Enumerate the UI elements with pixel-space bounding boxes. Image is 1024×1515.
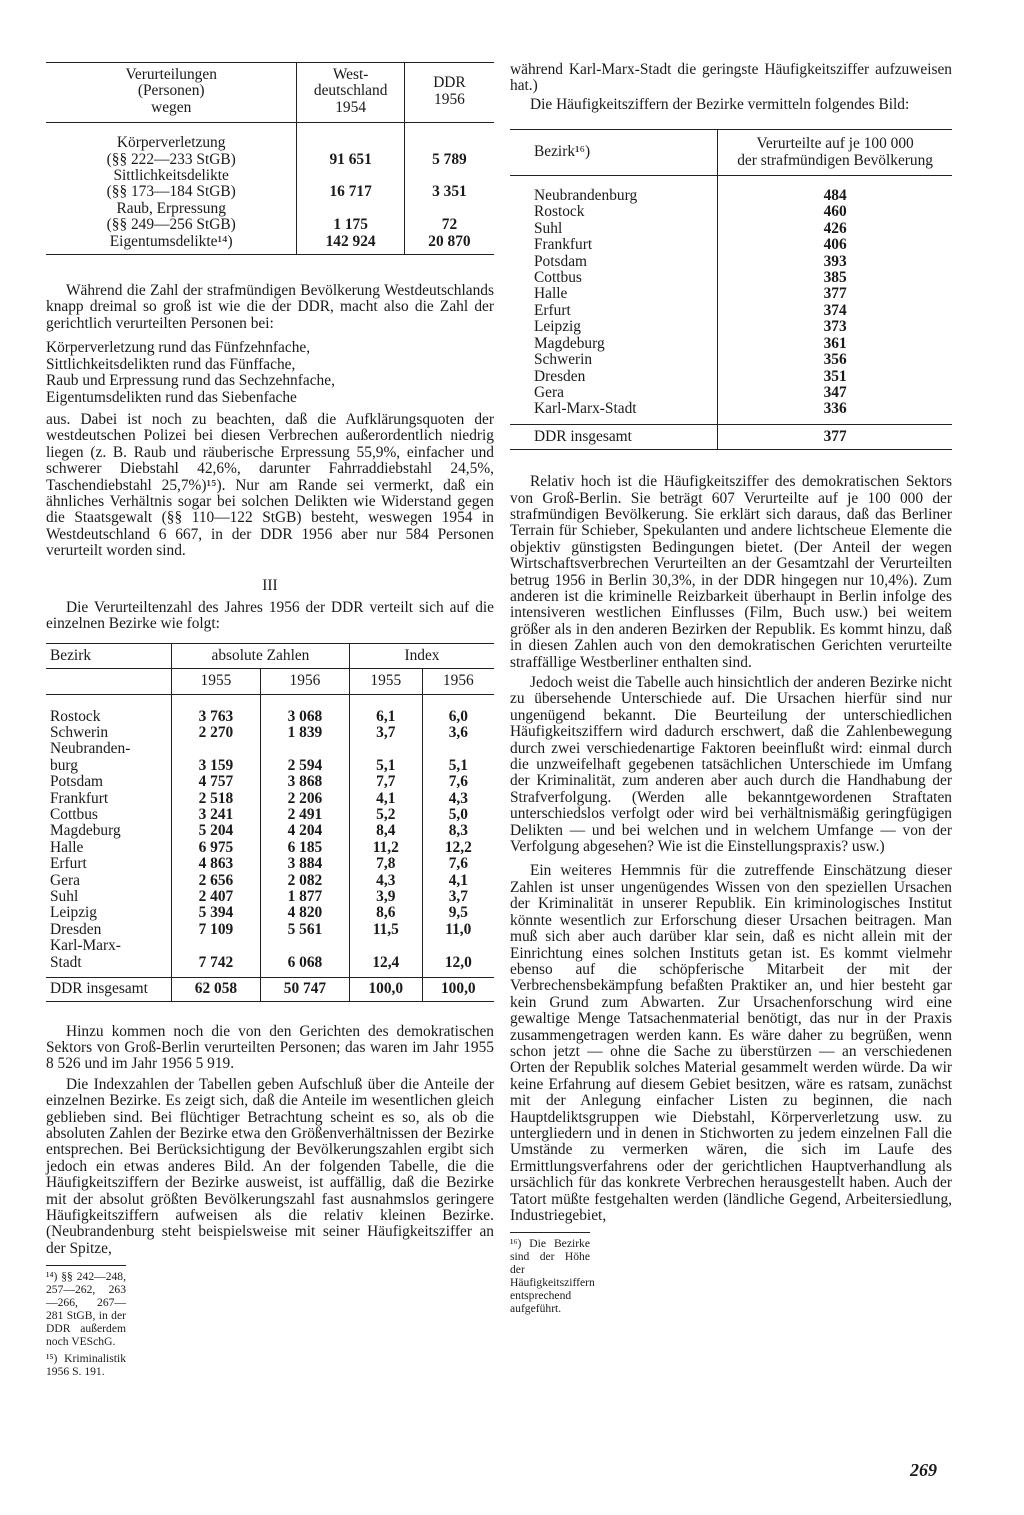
index-1955: 12,4 bbox=[349, 938, 422, 977]
total-abs-1955: 62 058 bbox=[171, 978, 260, 1001]
abs-1956: 4 820 bbox=[260, 905, 349, 921]
index-1956: 5,1 bbox=[422, 741, 494, 774]
abs-1956: 2 206 bbox=[260, 791, 349, 807]
table-row bbox=[46, 856, 494, 872]
table-row bbox=[46, 123, 494, 168]
district-name: Karl-Marx-Stadt bbox=[534, 400, 637, 418]
total-frequency-value: 377 bbox=[718, 424, 952, 449]
district-name: Neubranden- burg bbox=[50, 740, 131, 774]
table-row bbox=[510, 352, 952, 368]
table-row bbox=[510, 254, 952, 270]
abs-1955: 3 241 bbox=[171, 807, 260, 823]
paragraph: Relativ hoch ist die Häufigkeitsziffer des demokratischen Sektors von Groß-Berlin. Sie beträgt 607 Verurteilte auf je 100 000 der strafmündigen Bevölkerung. Sie erklärt sich daraus, daß das Berliner Terrain für Schieber, Spekulanten und andere lichtscheue Elemente die objektiv günstigsten Bedingungen bietet. (Der Anteil der wegen Wirtschaftsverbrechen Verurteilten an der Gesamtzahl der Verurteilten betrug 1956 in Berlin 30,3%, in der DDR hingegen nur 10,4%). Zum anderen ist die kriminelle Reizbarkeit überhaupt in Berlin infolge des intensiveren westlichen Einflusses (Film, Buch usw.) bei weitem größer als in den anderen Bezirken der Republik. Es kommt hinzu, daß in diesen Zahlen auch von den demokratischen Gerichten verurteilte straffällige Westberliner enthalten sind. bbox=[510, 473, 952, 671]
footnote-15: ¹⁵) Kriminalistik 1956 S. 191. bbox=[46, 1352, 126, 1379]
frequency-table bbox=[510, 129, 952, 450]
abs-1956: 2 491 bbox=[260, 807, 349, 823]
table-row bbox=[510, 336, 952, 352]
frequency-value: 347 bbox=[718, 385, 952, 401]
right-column bbox=[510, 62, 952, 1315]
index-1956: 5,0 bbox=[422, 807, 494, 823]
district-name: Cottbus bbox=[50, 806, 98, 824]
district-name: Dresden bbox=[534, 367, 586, 385]
header-bezirk: Bezirk¹⁶) bbox=[534, 143, 591, 161]
district-name: Neubrandenburg bbox=[534, 187, 638, 205]
index-1955: 7,7 bbox=[349, 774, 422, 790]
district-name: Suhl bbox=[534, 219, 563, 237]
paragraph: Die Indexzahlen der Tabellen geben Aufschluß über die Anteile der einzelnen Bezirke. Es zeigt sich, daß die Anteile im wesentlichen gleich geblieben sind. Bei flüchtiger Betrachtung scheint es so, als ob die absoluten Zahlen der Bezirke etwa den Größenverhältnissen der Bezirke entsprechen. Bei Berücksichtigung der Bevölkerungszahlen ergibt sich jedoch ein etwas anderes Bild. An der folgenden Tabelle, die die Häufigkeitsziffern der Bezirke ausweist, ist auffällig, daß die Bezirke mit der absolut größten Bevölkerungszahl fast ausnahmslos geringere Häufigkeitsziffern aufweisen als die relativ kleinen Bezirke. (Neubrandenburg steht beispielsweise mit seiner Häufigkeitsziffer an der Spitze, bbox=[46, 1075, 494, 1257]
table-row bbox=[510, 286, 952, 302]
abs-1955: 5 204 bbox=[171, 823, 260, 839]
district-name: Halle bbox=[534, 285, 568, 303]
paragraph: Ein weiteres Hemmnis für die zutreffende Einschätzung dieser Zahlen ist unser ungenügendes Wissen von den speziellen Ursachen der Kriminalität in unserer Republik. Ein kriminologisches Institut könnte wesentlich zur Erforschung dieser Ursachen beitragen. Man muß sich aber auch darüber klar sein, daß es nicht allein mit der Einrichtung eines solchen Instituts getan ist. Es kommt vielmehr ebenso auf die schöpferische Mitarbeit der mit der Verbrechensbekämpfung befaßten Praktiker an, und hier besteht gar kein Grund zum Abwarten. Zur Ursachenforschung wird eine gewaltige Menge Tatsachenmaterial benötigt, das nur in der Praxis zusammengetragen werden kann. Es wäre daher zu begrüßen, wenn schon jetzt — ohne die Sache zu überstürzen — an verschiedenen Orten der Republik solches Material gesammelt werden würde. Da wir keine Erfahrung auf diesem Gebiet besitzen, wäre es ratsam, zunächst mit der Anlegung einfacher Listen zu beginnen, die nach Hauptdeliktsgruppen wie Diebstahl, Körperverletzung usw. zu untergliedern und in denen in Stichworten zu jedem einzelnen Fall die Umstände zu vermerken wären, die sich im Laufe des Ermittlungsverfahrens oder der gerichtlichen Hauptverhandlung als ursächlich für das konkrete Verbrechen herausgestellt haben. Auch der Tatort müßte festgehalten werden (ländliche Gegend, Arbeitersiedlung, Industriegebiet, bbox=[510, 862, 952, 1224]
district-name: Erfurt bbox=[534, 301, 571, 319]
footnote-14: ¹⁴) §§ 242—248, 257—262, 263—266, 267—281 StGB, in der DDR außerdem noch VESchG. bbox=[46, 1270, 126, 1349]
index-1956: 11,0 bbox=[422, 922, 494, 938]
year-label: 1955 bbox=[171, 669, 260, 694]
year-label: 1955 bbox=[349, 669, 422, 694]
frequency-value: 336 bbox=[718, 401, 952, 424]
index-1956: 4,1 bbox=[422, 873, 494, 889]
header-index: Index bbox=[349, 643, 494, 668]
table-row bbox=[46, 774, 494, 790]
index-1955: 4,3 bbox=[349, 873, 422, 889]
header-absolute: absolute Zahlen bbox=[171, 643, 349, 668]
index-1955: 4,1 bbox=[349, 791, 422, 807]
table-row bbox=[510, 303, 952, 319]
abs-1955: 4 757 bbox=[171, 774, 260, 790]
table-row bbox=[46, 823, 494, 839]
district-name: Gera bbox=[534, 383, 564, 401]
table-row bbox=[46, 201, 494, 234]
page-number: 269 bbox=[910, 1460, 937, 1480]
table-row bbox=[510, 176, 952, 205]
district-name: Magdeburg bbox=[534, 334, 605, 352]
total-row bbox=[46, 978, 494, 1001]
table-row bbox=[510, 237, 952, 253]
ddr-value: 5 789 bbox=[404, 123, 494, 168]
offense-label: Raub, Erpressung (§§ 249—256 StGB) bbox=[106, 199, 236, 234]
frequency-value: 484 bbox=[718, 176, 952, 205]
table-row bbox=[510, 369, 952, 385]
abs-1955: 7 109 bbox=[171, 922, 260, 938]
offense-ratio-list: Körperverletzung rund das Fünfzehnfache, Sittlichkeitsdelikten rund das Fünffache, Raub und Erpressung rund das Sechzehnfache, Eigentumsdelikten rund das Siebenfache bbox=[46, 339, 335, 406]
ddr-value: 20 870 bbox=[404, 234, 494, 255]
comparison-table bbox=[46, 62, 494, 255]
ddr-value: 3 351 bbox=[404, 168, 494, 201]
table-row bbox=[46, 905, 494, 921]
district-table-header bbox=[46, 643, 494, 668]
index-1955: 7,8 bbox=[349, 856, 422, 872]
header-convicted-per-100000: Verurteilte auf je 100 000 der strafmündigen Bevölkerung bbox=[718, 130, 952, 176]
abs-1955: 6 975 bbox=[171, 840, 260, 856]
abs-1955: 2 270 bbox=[171, 725, 260, 741]
abs-1956: 2 594 bbox=[260, 741, 349, 774]
frequency-value: 351 bbox=[718, 369, 952, 385]
district-name: Schwerin bbox=[50, 724, 109, 741]
frequency-value: 361 bbox=[718, 336, 952, 352]
district-name: Magdeburg bbox=[50, 822, 121, 840]
table-row bbox=[510, 221, 952, 237]
paragraph: Die Verurteiltenzahl des Jahres 1956 der DDR verteilt sich auf die einzelnen Bezirke wie folgt: bbox=[46, 598, 494, 633]
abs-1956: 5 561 bbox=[260, 922, 349, 938]
index-1955: 3,7 bbox=[349, 725, 422, 741]
west-value: 1 175 bbox=[297, 201, 405, 234]
header-west-germany: West- deutschland 1954 bbox=[297, 63, 405, 123]
abs-1956: 3 884 bbox=[260, 856, 349, 872]
district-name: Rostock bbox=[50, 707, 101, 725]
index-1955: 3,9 bbox=[349, 889, 422, 905]
total-label: DDR insgesamt bbox=[46, 978, 171, 1001]
offense-label: Eigentumsdelikte¹⁴) bbox=[109, 232, 233, 250]
index-1956: 12,0 bbox=[422, 938, 494, 977]
total-index-1956: 100,0 bbox=[422, 978, 494, 1001]
district-name: Frankfurt bbox=[534, 236, 593, 254]
index-1955: 5,1 bbox=[349, 741, 422, 774]
year-header-row bbox=[46, 669, 494, 694]
district-name: Karl-Marx- Stadt bbox=[50, 937, 121, 971]
abs-1956: 6 185 bbox=[260, 840, 349, 856]
abs-1955: 3 159 bbox=[171, 741, 260, 774]
index-1956: 6,0 bbox=[422, 709, 494, 725]
paragraph: während Karl-Marx-Stadt die geringste Häufigkeitsziffer aufzuweisen hat.) bbox=[510, 61, 952, 95]
index-1955: 11,2 bbox=[349, 840, 422, 856]
abs-1956: 1 839 bbox=[260, 725, 349, 741]
abs-1956: 4 204 bbox=[260, 823, 349, 839]
district-name: Erfurt bbox=[50, 855, 87, 873]
frequency-value: 373 bbox=[718, 319, 952, 335]
table-row bbox=[46, 873, 494, 889]
district-name: Frankfurt bbox=[50, 789, 109, 807]
footnote-block bbox=[510, 1232, 595, 1316]
total-label: DDR insgesamt bbox=[510, 424, 718, 449]
district-name: Gera bbox=[50, 871, 80, 889]
abs-1955: 2 407 bbox=[171, 889, 260, 905]
district-name: Leipzig bbox=[534, 318, 582, 336]
district-name: Cottbus bbox=[534, 269, 582, 287]
spacer-row bbox=[46, 694, 494, 709]
abs-1956: 3 068 bbox=[260, 709, 349, 725]
abs-1955: 2 656 bbox=[171, 873, 260, 889]
district-name: Rostock bbox=[534, 203, 585, 221]
table-row bbox=[46, 938, 494, 977]
paragraph: aus. Dabei ist noch zu beachten, daß die Aufklärungsquoten der westdeutschen Polizei bei diesen Verbrechen außerordentlich niedrig liegen (z. B. Raub und räuberische Erpressung 55,9%, einfacher und schwerer Diebstahl 42,6%, darunter Fahrraddiebstahl 24,5%, Taschendiebstahl 25,7%)¹⁵). Nur am Rande sei vermerkt, daß ein ähnliches Verhältnis sogar bei solchen Delikten wie Widerstand gegen die Staatsgewalt (§§ 110—122 StGB) besteht, weswegen 1954 in Westdeutschland 6 667, in der DDR 1956 aber nur 584 Personen verurteilt worden sind. bbox=[46, 410, 494, 560]
footnote-block bbox=[46, 1265, 126, 1378]
district-name: Dresden bbox=[50, 920, 102, 938]
table-row bbox=[510, 385, 952, 401]
index-1956: 3,6 bbox=[422, 725, 494, 741]
index-1955: 8,6 bbox=[349, 905, 422, 921]
index-1956: 8,3 bbox=[422, 823, 494, 839]
district-table bbox=[46, 643, 494, 1002]
total-index-1955: 100,0 bbox=[349, 978, 422, 1001]
footnote-16: ¹⁶) Die Bezirke sind der Höhe der Häufigkeitsziffern entsprechend aufgeführt. bbox=[510, 1237, 595, 1316]
header-ddr: DDR 1956 bbox=[404, 63, 494, 123]
frequency-value: 356 bbox=[718, 352, 952, 368]
offense-label: Körperverletzung (§§ 222—233 StGB) bbox=[106, 134, 236, 168]
frequency-value: 377 bbox=[718, 286, 952, 302]
table-row bbox=[510, 401, 952, 424]
frequency-value: 374 bbox=[718, 303, 952, 319]
west-value: 142 924 bbox=[297, 234, 405, 255]
abs-1956: 2 082 bbox=[260, 873, 349, 889]
frequency-value: 426 bbox=[718, 221, 952, 237]
table-row bbox=[46, 709, 494, 725]
index-1956: 7,6 bbox=[422, 856, 494, 872]
index-1956: 12,2 bbox=[422, 840, 494, 856]
table-row bbox=[46, 234, 494, 255]
header-convictions: Verurteilungen (Personen) wegen bbox=[125, 66, 217, 116]
district-name: Potsdam bbox=[50, 773, 104, 791]
west-value: 16 717 bbox=[297, 168, 405, 201]
index-1955: 6,1 bbox=[349, 709, 422, 725]
index-1956: 4,3 bbox=[422, 791, 494, 807]
frequency-value: 385 bbox=[718, 270, 952, 286]
paragraph: Jedoch weist die Tabelle auch hinsichtlich der anderen Bezirke nicht zu übersehende Unterschiede auf. Die Ursachen hierfür sind nur ungenügend bekannt. Die Beurteilung der unterschiedlichen Häufigkeitsziffern wird dadurch erschwert, daß die Zahlenbewegung durch zwei verschiedenartige Faktoren beeinflußt wird: einmal durch die unzweifelhaft gegebenen tatsächlichen Unterschiede im Umfang der Kriminalität, zum anderen aber auch durch die Handhabung der Strafverfolgung. (Werden alle bekanntgewordenen Straftaten unterschiedslos verfolgt oder wird bei verhältnismäßig geringfügigen Delikten — und bei welchen und in welchem Umfange — von der Verfolgung abgesehen? Wie ist die Einstellungspraxis? usw.) bbox=[510, 674, 952, 856]
index-1956: 7,6 bbox=[422, 774, 494, 790]
frequency-table-header bbox=[510, 130, 952, 176]
frequency-value: 460 bbox=[718, 204, 952, 220]
abs-1956: 1 877 bbox=[260, 889, 349, 905]
paragraph: Hinzu kommen noch die von den Gerichten des demokratischen Sektors von Groß-Berlin verurteilten Personen; das waren im Jahr 1955 8 526 und im Jahr 1956 5 919. bbox=[46, 1022, 494, 1073]
table-row bbox=[46, 791, 494, 807]
paragraph: Die Häufigkeitsziffern der Bezirke vermitteln folgendes Bild: bbox=[530, 95, 910, 113]
table-row bbox=[46, 889, 494, 905]
index-1955: 11,5 bbox=[349, 922, 422, 938]
table-row bbox=[510, 204, 952, 220]
abs-1955: 7 742 bbox=[171, 938, 260, 977]
abs-1955: 3 763 bbox=[171, 709, 260, 725]
table-row bbox=[46, 741, 494, 774]
index-1956: 3,7 bbox=[422, 889, 494, 905]
table-row bbox=[510, 319, 952, 335]
comparison-table-header bbox=[46, 63, 494, 123]
district-name: Suhl bbox=[50, 888, 79, 906]
table-row bbox=[46, 807, 494, 823]
table-row bbox=[46, 168, 494, 201]
year-label: 1956 bbox=[422, 669, 494, 694]
index-1956: 9,5 bbox=[422, 905, 494, 921]
frequency-value: 393 bbox=[718, 254, 952, 270]
district-name: Potsdam bbox=[534, 252, 588, 270]
header-bezirk: Bezirk bbox=[50, 646, 92, 664]
table-row bbox=[46, 840, 494, 856]
west-value: 91 651 bbox=[297, 123, 405, 168]
abs-1955: 4 863 bbox=[171, 856, 260, 872]
index-1955: 5,2 bbox=[349, 807, 422, 823]
table-row bbox=[46, 725, 494, 741]
total-row bbox=[510, 424, 952, 449]
district-name: Halle bbox=[50, 838, 84, 856]
paragraph: Während die Zahl der strafmündigen Bevölkerung Westdeutschlands knapp dreimal so groß ist wie die der DDR, macht also die Zahl der gerichtlich verurteilten Personen bei: bbox=[46, 282, 494, 332]
ddr-value: 72 bbox=[404, 201, 494, 234]
abs-1955: 5 394 bbox=[171, 905, 260, 921]
total-abs-1956: 50 747 bbox=[260, 978, 349, 1001]
abs-1956: 6 068 bbox=[260, 938, 349, 977]
table-row bbox=[46, 922, 494, 938]
abs-1955: 2 518 bbox=[171, 791, 260, 807]
district-name: Schwerin bbox=[534, 351, 593, 369]
index-1955: 8,4 bbox=[349, 823, 422, 839]
abs-1956: 3 868 bbox=[260, 774, 349, 790]
section-heading: III bbox=[262, 576, 278, 594]
blank-cell bbox=[46, 669, 171, 694]
left-column bbox=[46, 62, 494, 1378]
offense-label: Sittlichkeitsdelikte (§§ 173—184 StGB) bbox=[106, 167, 236, 201]
table-row bbox=[510, 270, 952, 286]
district-name: Leipzig bbox=[50, 904, 98, 922]
frequency-value: 406 bbox=[718, 237, 952, 253]
year-label: 1956 bbox=[260, 669, 349, 694]
